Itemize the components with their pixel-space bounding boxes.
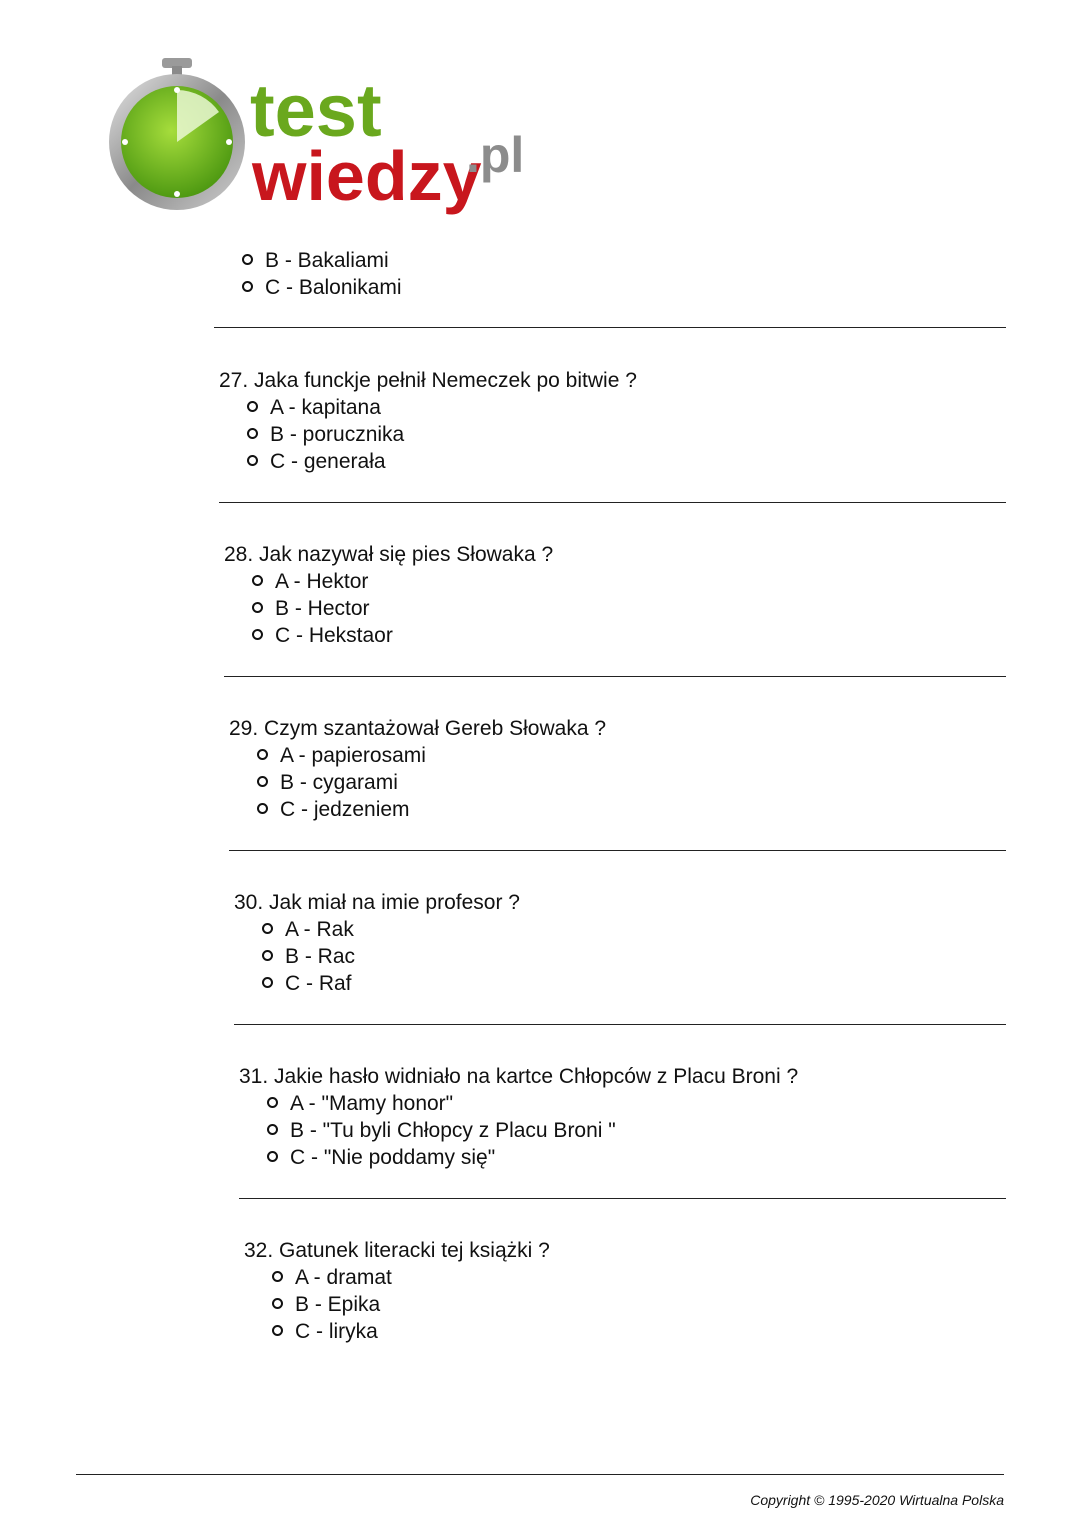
question-30-option-b: B - Rac xyxy=(262,943,355,970)
divider xyxy=(224,676,1006,677)
carryover-option-c: C - Balonikami xyxy=(242,274,402,301)
question-31-option-c: C - "Nie poddamy się" xyxy=(267,1144,495,1171)
question-29-option-a: A - papierosami xyxy=(257,742,426,769)
question-29-option-b: B - cygarami xyxy=(257,769,398,796)
radio-bullet-icon xyxy=(242,254,253,265)
copyright-notice: Copyright © 1995-2020 Wirtualna Polska xyxy=(750,1492,1004,1508)
radio-bullet-icon xyxy=(267,1097,278,1108)
logo-word-wiedzy: wiedzy xyxy=(252,137,482,215)
carryover-option-b: B - Bakaliami xyxy=(242,247,389,274)
footer-divider xyxy=(76,1474,1004,1475)
question-32-option-a: A - dramat xyxy=(272,1264,392,1291)
radio-bullet-icon xyxy=(267,1151,278,1162)
divider xyxy=(214,327,1006,328)
question-27-option-b: B - porucznika xyxy=(247,421,404,448)
question-27-title: 27. Jaka funckje pełnił Nemeczek po bitwie ? xyxy=(219,369,637,392)
radio-bullet-icon xyxy=(262,923,273,934)
question-28-option-a: A - Hektor xyxy=(252,568,368,595)
question-27-option-c: C - generała xyxy=(247,448,386,475)
question-31-title: 31. Jakie hasło widniało na kartce Chłopców z Placu Broni ? xyxy=(239,1065,799,1088)
logo-word-test: test xyxy=(250,69,382,152)
radio-bullet-icon xyxy=(267,1124,278,1135)
question-32-option-b: B - Epika xyxy=(272,1291,380,1318)
radio-bullet-icon xyxy=(247,428,258,439)
question-31-option-b: B - "Tu byli Chłopcy z Placu Broni " xyxy=(267,1117,616,1144)
question-28-title: 28. Jak nazywał się pies Słowaka ? xyxy=(224,543,554,566)
radio-bullet-icon xyxy=(242,281,253,292)
radio-bullet-icon xyxy=(272,1271,283,1282)
logo-suffix: .pl xyxy=(466,127,525,183)
question-32-option-c: C - liryka xyxy=(272,1318,378,1345)
question-29-title: 29. Czym szantażował Gereb Słowaka ? xyxy=(229,717,607,740)
question-28-option-b: B - Hector xyxy=(252,595,370,622)
question-30-title: 30. Jak miał na imie profesor ? xyxy=(234,891,520,914)
question-27-option-a: A - kapitana xyxy=(247,394,381,421)
stopwatch-icon xyxy=(109,58,245,210)
radio-bullet-icon xyxy=(252,575,263,586)
question-29-option-c: C - jedzeniem xyxy=(257,796,410,823)
radio-bullet-icon xyxy=(262,977,273,988)
radio-bullet-icon xyxy=(257,803,268,814)
divider xyxy=(229,850,1006,851)
divider xyxy=(219,502,1006,503)
testwiedzy-logo xyxy=(104,54,544,222)
radio-bullet-icon xyxy=(247,401,258,412)
radio-bullet-icon xyxy=(252,602,263,613)
question-31-option-a: A - "Mamy honor" xyxy=(267,1090,453,1117)
radio-bullet-icon xyxy=(257,776,268,787)
question-30-option-a: A - Rak xyxy=(262,916,354,943)
question-28-option-c: C - Hekstaor xyxy=(252,622,393,649)
radio-bullet-icon xyxy=(252,629,263,640)
radio-bullet-icon xyxy=(247,455,258,466)
radio-bullet-icon xyxy=(272,1325,283,1336)
radio-bullet-icon xyxy=(272,1298,283,1309)
logo-graphic xyxy=(104,54,544,222)
divider xyxy=(234,1024,1006,1025)
question-32-title: 32. Gatunek literacki tej książki ? xyxy=(244,1239,550,1262)
radio-bullet-icon xyxy=(262,950,273,961)
divider xyxy=(239,1198,1006,1199)
question-30-option-c: C - Raf xyxy=(262,970,352,997)
radio-bullet-icon xyxy=(257,749,268,760)
